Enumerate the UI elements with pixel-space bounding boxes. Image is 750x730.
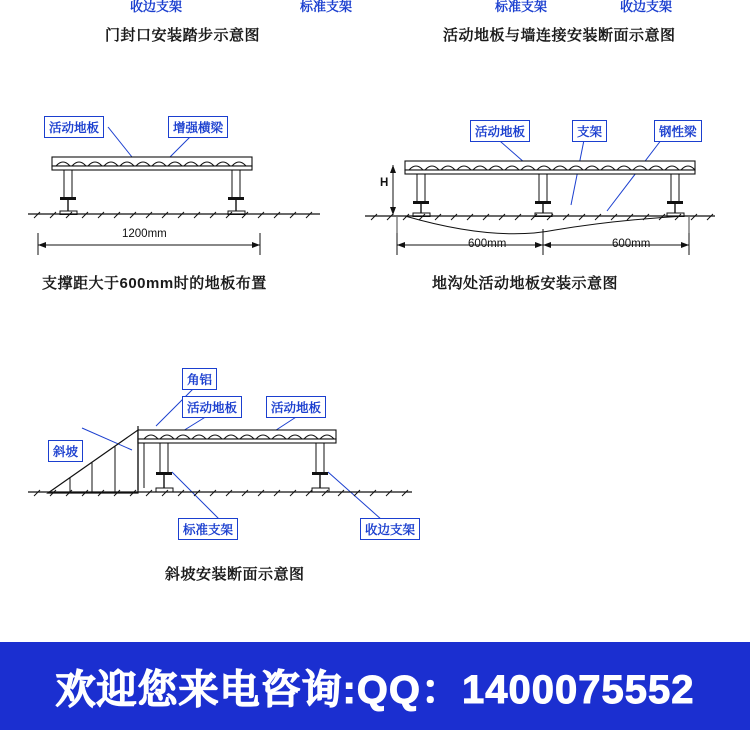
label-raised-floor-3: 活动地板 — [182, 396, 242, 418]
caption-span-600: 支撑距大于600mm时的地板布置 — [42, 275, 267, 292]
dimension-600mm-left: 600mm — [468, 238, 507, 250]
top-label-right-2: 收边支架 — [620, 0, 673, 14]
label-raised-floor-4: 活动地板 — [266, 396, 326, 418]
top-label-left-1: 收边支架 — [130, 0, 183, 14]
caption-slope: 斜坡安装断面示意图 — [165, 566, 305, 583]
fig-slope-drawing — [20, 360, 420, 580]
label-edge-support: 收边支架 — [360, 518, 420, 540]
label-reinforced-beam: 增强横梁 — [168, 116, 228, 138]
caption-trench: 地沟处活动地板安装示意图 — [432, 275, 619, 292]
contact-banner — [0, 642, 750, 730]
label-slope: 斜坡 — [48, 440, 83, 462]
top-label-right-1: 标准支架 — [495, 0, 548, 14]
label-raised-floor-2: 活动地板 — [470, 120, 530, 142]
label-standard-support: 标准支架 — [178, 518, 238, 540]
label-angle-aluminium: 角铝 — [182, 368, 217, 390]
dimension-height-H: H — [380, 177, 389, 189]
label-raised-floor-1: 活动地板 — [44, 116, 104, 138]
caption-wall-connect: 活动地板与墙连接安装断面示意图 — [443, 27, 676, 44]
caption-door-step: 门封口安装踏步示意图 — [105, 27, 261, 44]
dimension-600mm-right: 600mm — [612, 238, 651, 250]
label-support: 支架 — [572, 120, 607, 142]
dimension-1200mm: 1200mm — [122, 228, 167, 240]
label-steel-beam: 钢性梁 — [654, 120, 702, 142]
top-label-left-2: 标准支架 — [300, 0, 353, 14]
contact-banner-text: 欢迎您来电咨询:QQ：1400075552 — [55, 667, 695, 712]
